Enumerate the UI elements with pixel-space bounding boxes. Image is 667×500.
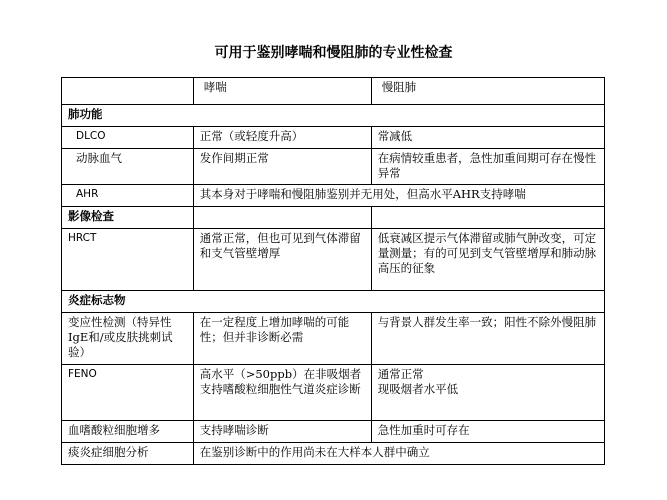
row-label: 动脉血气 — [62, 149, 194, 185]
section-row-imaging — [62, 207, 605, 229]
section-row-inflammation — [62, 291, 605, 313]
table-row-feno — [62, 365, 605, 421]
cell-merged: 在鉴别诊断中的作用尚未在大样本人群中确立 — [193, 443, 604, 465]
section-label: 肺功能 — [62, 105, 605, 127]
table-row-hrct — [62, 229, 605, 291]
section-row-lung-function — [62, 105, 605, 127]
cell-merged: 其本身对于哮喘和慢阻肺鉴别并无用处，但高水平AHR支持哮喘 — [193, 185, 604, 207]
cell-copd: 低衰减区提示气体滞留或肺气肿改变，可定量测量；有的可见到支气管壁增厚和肺动脉高压的征象 — [371, 229, 604, 291]
cell-asthma: 高水平（>50ppb）在非吸烟者支持嗜酸粒细胞性气道炎症诊断 — [193, 365, 371, 421]
table-row-sputum — [62, 443, 605, 465]
table-row-ahr — [62, 185, 605, 207]
comparison-table — [61, 77, 605, 465]
cell-asthma: 通常正常，但也可见到气体滞留和支气管壁增厚 — [193, 229, 371, 291]
table-row-eosinophils — [62, 421, 605, 443]
header-asthma: 哮喘 — [193, 78, 371, 105]
header-cell-empty — [62, 78, 194, 105]
table-row-dlco — [62, 127, 605, 149]
cell-copd: 在病情较重患者，急性加重间期可存在慢性异常 — [371, 149, 604, 185]
table-row-atopy — [62, 313, 605, 365]
row-label: DLCO — [62, 127, 194, 149]
row-label: 痰炎症细胞分析 — [62, 443, 194, 465]
header-copd: 慢阻肺 — [371, 78, 604, 105]
cell-asthma: 在一定程度上增加哮喘的可能性；但并非诊断必需 — [193, 313, 371, 365]
page-title: 可用于鉴别哮喘和慢阻肺的专业性检查 — [214, 45, 453, 61]
cell-asthma: 支持哮喘诊断 — [193, 421, 371, 443]
cell-asthma: 正常（或轻度升高） — [193, 127, 371, 149]
cell-asthma: 发作间期正常 — [193, 149, 371, 185]
empty-cell — [371, 207, 604, 229]
row-label: HRCT — [62, 229, 194, 291]
row-label: 血嗜酸粒细胞增多 — [62, 421, 194, 443]
section-label: 炎症标志物 — [62, 291, 605, 313]
section-label: 影像检查 — [62, 207, 194, 229]
empty-cell — [193, 207, 371, 229]
cell-copd: 急性加重时可存在 — [371, 421, 604, 443]
table-header-row — [62, 78, 605, 105]
row-label: FENO — [62, 365, 194, 421]
table-row-abg — [62, 149, 605, 185]
row-label: AHR — [62, 185, 194, 207]
cell-copd: 常减低 — [371, 127, 604, 149]
cell-copd: 与背景人群发生率一致；阳性不除外慢阻肺 — [371, 313, 604, 365]
row-label: 变应性检测（特异性IgE和/或皮肤挑刺试验） — [62, 313, 194, 365]
cell-copd: 通常正常 现吸烟者水平低 — [371, 365, 604, 421]
